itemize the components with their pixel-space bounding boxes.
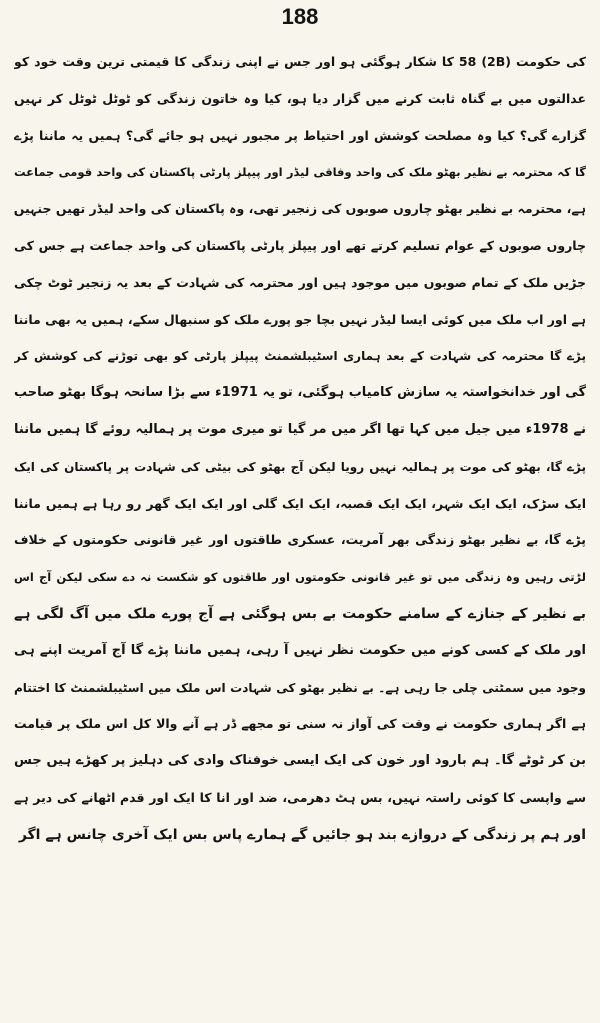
- text-line: پڑے گا محترمہ کی شہادت کے بعد ہماری اسٹیبلشمنٹ پیپلز پارٹی کو بھی توڑنے کی کوشش کر: [14, 349, 586, 364]
- urdu-body-text: [14, 44, 586, 854]
- text-line: گا کہ محترمہ بے نظیر بھٹو ملک کی واحد وفاقی لیڈر اور پیپلز پارٹی پاکستان کی واحد قومی جماعت: [14, 165, 586, 180]
- text-line: ہے اور اب ملک میں کوئی ایسا لیڈر نہیں بچا جو پورے ملک کو سنبھال سکے، ہمیں یہ بھی ماننا: [14, 311, 586, 327]
- text-line: اور ہم پر زندگی کے دروازے بند ہو جائیں گے ہمارے پاس بس ایک آخری چانس ہے اگر: [18, 826, 586, 843]
- text-line: لڑتی رہیں وہ زندگی میں تو غیر قانونی حکومتوں اور طاقتوں کو شکست نہ دے سکی لیکن آج اس: [14, 570, 586, 585]
- text-line: بے نظیر کے جنازے کے سامنے حکومت بے بس ہوگئی ہے آج پورے ملک میں آگ لگی ہے: [14, 605, 586, 622]
- text-line: گزارے گی؟ کیا وہ مصلحت کوشش اور احتیاط پر مجبور نہیں ہو جائے گی؟ ہمیں یہ ماننا پڑے: [14, 127, 586, 143]
- text-line: وجود میں سمٹتی چلی جا رہی ہے۔ بے نظیر بھٹو کی شہادت اس ملک میں اسٹیبلشمنٹ کا اختتام: [14, 680, 586, 695]
- text-line: ہے اگر ہماری حکومت نے وقت کی آواز نہ سنی تو مجھے ڈر ہے آنے والا کل اس ملک پر قیامت: [14, 716, 586, 732]
- text-line: اور ملک کے کسی کونے میں حکومت نظر نہیں آ رہی، ہمیں ماننا پڑے گا آج آمریت اپنے ہی: [14, 642, 586, 658]
- text-line: سے واپسی کا کوئی راستہ نہیں، بس ہٹ دھرمی، ضد اور انا کا ایک اور قدم اٹھانے کی دیر ہے: [14, 789, 586, 805]
- text-line: جڑیں ملک کے تمام صوبوں میں موجود ہیں اور محترمہ کی شہادت کے بعد یہ زنجیر ٹوٹ چکی: [14, 274, 586, 290]
- text-line: پڑے گا، بھٹو کی موت پر ہمالیہ نہیں رویا لیکن آج بھٹو کی بیٹی کی شہادت پر پاکستان کی ایک: [14, 459, 586, 474]
- text-line: ہے، محترمہ بے نظیر بھٹو چاروں صوبوں کی زنجیر تھی، وہ پاکستان کی واحد لیڈر تھیں جنہیں: [14, 201, 586, 217]
- text-line: کی حکومت (2B) 58 کا شکار ہوگئی ہو اور جس نے اپنی زندگی کا قیمتی ترین وقت خود کو: [14, 54, 586, 69]
- text-line: ایک سڑک، ایک ایک شہر، ایک ایک قصبہ، ایک ایک گلی اور ایک ایک گھر رو رہا ہے ہمیں ماننا: [14, 495, 586, 511]
- text-line: پڑے گا، بے نظیر بھٹو زندگی بھر آمریت، عسکری طاقتوں اور غیر قانونی حکومتوں کے خلاف: [14, 532, 586, 548]
- page-number: 188: [281, 4, 319, 29]
- text-line: بن کر ٹوٹے گا۔ ہم بارود اور خون کی ایک ایسی خوفناک وادی کی دہلیز پر کھڑے ہیں جس: [14, 753, 586, 769]
- text-line: چاروں صوبوں کے عوام تسلیم کرتے تھے اور پیپلز پارٹی پاکستان کی واحد جماعت ہے جس کی: [14, 237, 586, 253]
- text-line: گی اور خدانخواستہ یہ سازش کامیاب ہوگئی، تو یہ 1971ء سے بڑا سانحہ ہوگا بھٹو صاحب: [14, 385, 586, 401]
- text-line: عدالتوں میں بے گناہ ثابت کرنے میں گزار دیا ہو، کیا وہ خاتون زندگی کو ٹوٹل ٹوٹل کر نہیں: [14, 90, 586, 106]
- text-line: نے 1978ء میں جیل میں کہا تھا اگر میں مر گیا تو میری موت پر ہمالیہ روئے گا ہمیں ماننا: [14, 421, 586, 437]
